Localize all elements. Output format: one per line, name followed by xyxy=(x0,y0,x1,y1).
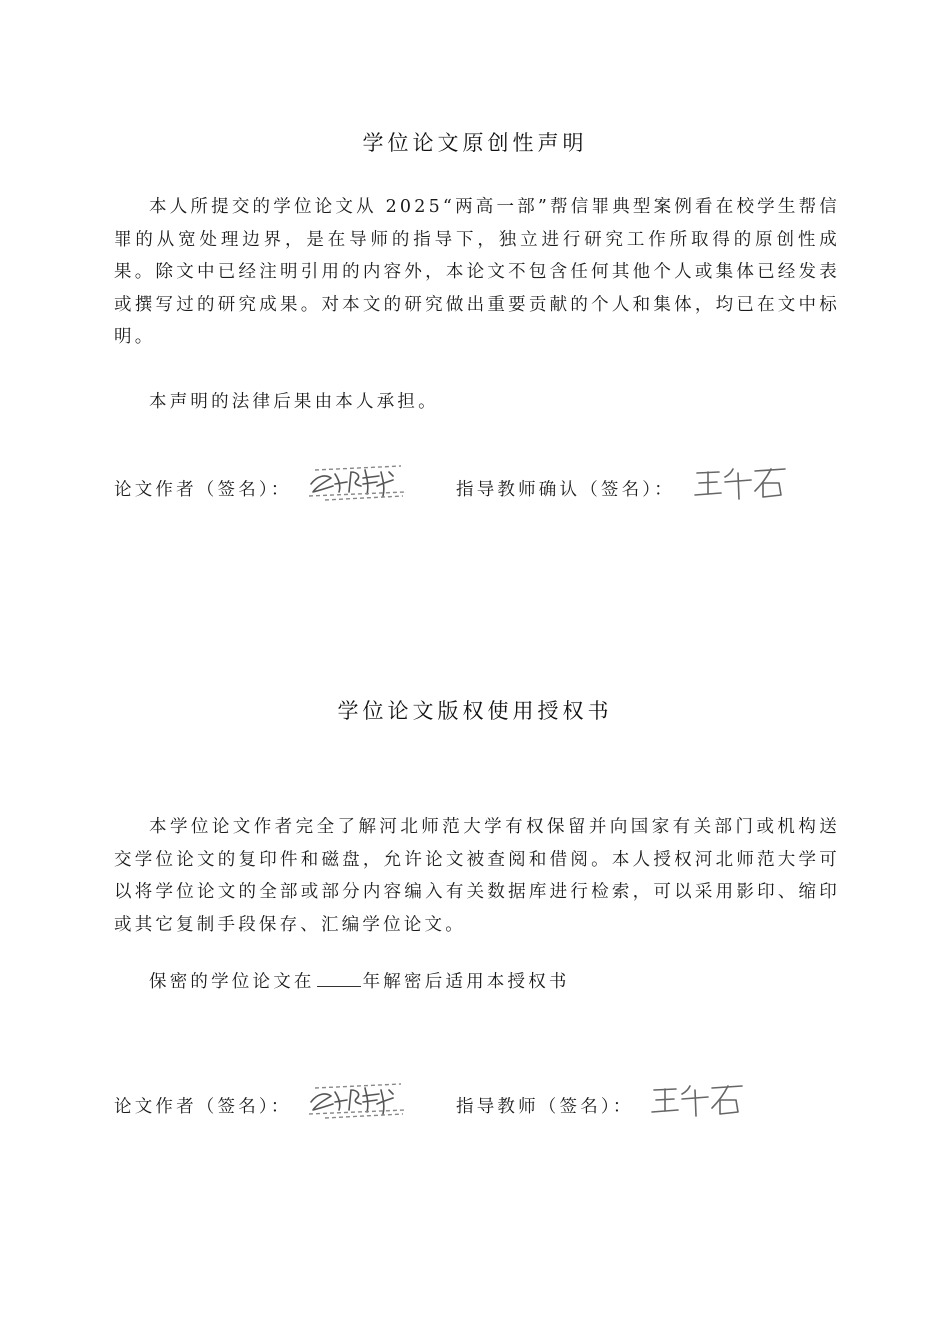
advisor-confirm-signature-label: 指导教师确认（签名）： xyxy=(456,480,675,500)
advisor-handwritten-signature xyxy=(693,465,789,505)
authorization-advisor-signature-field xyxy=(456,1093,634,1118)
confidentiality-text-after: 年解密后适用本授权书 xyxy=(362,972,570,992)
declaration-title: 学位论文原创性声明 xyxy=(362,131,588,155)
declaration-advisor-signature-field xyxy=(456,476,675,501)
declaration-legal-note: 本声明的法律后果由本人承担。 xyxy=(149,392,439,412)
author-signature-label: 论文作者（签名）： xyxy=(114,480,292,500)
advisor-handwritten-signature-2 xyxy=(650,1082,746,1122)
declaration-paragraph: 本人所提交的学位论文从 2025“两高一部”帮信罪典型案例看在校学生帮信罪的从宽处理边界，是在导师的指导下，独立进行研究工作所取得的原创性成果。除文中已经注明引用的内容外，本论文不包含任何其他个人或集体已经发表或撰写过的研究成果。对本文的研究做出重要贡献的个人和集体，均已在文中标明。 xyxy=(114,197,840,347)
advisor-signature-label: 指导教师（签名）： xyxy=(456,1097,634,1117)
authorization-title: 学位论文版权使用授权书 xyxy=(337,699,613,723)
authorization-paragraph: 本学位论文作者完全了解河北师范大学有权保留并向国家有关部门或机构送交学位论文的复印件和磁盘，允许论文被查阅和借阅。本人授权河北师范大学可以将学位论文的全部或部分内容编入有关数据库进行检索，可以采用影印、缩印或其它复制手段保存、汇编学位论文。 xyxy=(114,817,840,935)
declaration-author-signature-field xyxy=(114,476,292,501)
author-handwritten-signature-2 xyxy=(305,1080,410,1124)
confidentiality-text-before: 保密的学位论文在 xyxy=(149,972,315,992)
confidentiality-note xyxy=(114,966,840,999)
author-handwritten-signature xyxy=(305,462,410,506)
authorization-author-signature-field xyxy=(114,1093,292,1118)
author-signature-label-2: 论文作者（签名）： xyxy=(114,1097,292,1117)
declassification-year-blank[interactable] xyxy=(317,966,361,987)
